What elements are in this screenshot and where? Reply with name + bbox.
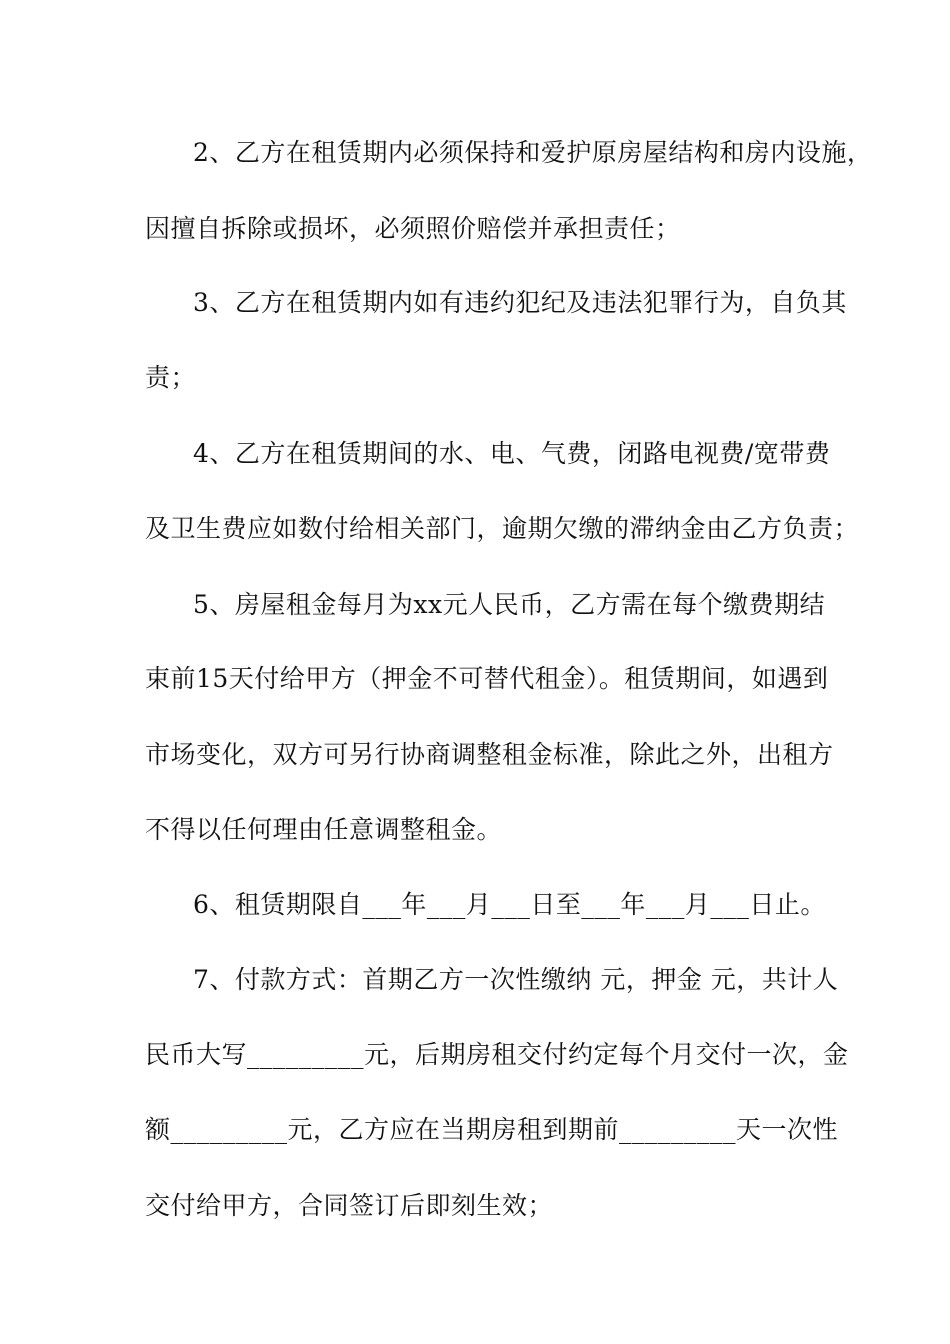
clause-2-line-2: 因擅自拆除或损坏，必须照价赔偿并承担责任； <box>145 214 681 243</box>
clause-7-line-2: 民币大写_________元，后期房租交付约定每个月交付一次，金 <box>145 1040 849 1069</box>
clause-6-line-1: 6、租赁期限自___年___月___日至___年___月___日止。 <box>193 890 826 919</box>
clause-5-line-2: 束前15天付给甲方（押金不可替代租金）。租赁期间，如遇到 <box>145 664 829 693</box>
clause-7-line-3: 额_________元，乙方应在当期房租到期前_________天一次性 <box>145 1115 839 1144</box>
clause-2-line-1: 2、乙方在租赁期内必须保持和爱护原房屋结构和房内设施， <box>193 138 873 167</box>
clause-7-line-4: 交付给甲方，合同签订后即刻生效； <box>145 1191 554 1220</box>
clause-3-line-1: 3、乙方在租赁期内如有违约犯纪及违法犯罪行为，自负其 <box>193 288 847 317</box>
clause-3-line-2: 责； <box>145 363 197 392</box>
clause-5-line-4: 不得以任何理由任意调整租金。 <box>145 815 503 844</box>
clause-5-line-1: 5、房屋租金每月为xx元人民币，乙方需在每个缴费期结 <box>193 590 826 619</box>
clause-4-line-1: 4、乙方在租赁期间的水、电、气费，闭路电视费/宽带费 <box>193 439 831 468</box>
clause-7-line-1: 7、付款方式：首期乙方一次性缴纳 元，押金 元，共计人 <box>193 965 839 994</box>
clause-4-line-2: 及卫生费应如数付给相关部门，逾期欠缴的滞纳金由乙方负责； <box>145 514 860 543</box>
clause-5-line-3: 市场变化，双方可另行协商调整租金标准，除此之外，出租方 <box>145 740 834 769</box>
